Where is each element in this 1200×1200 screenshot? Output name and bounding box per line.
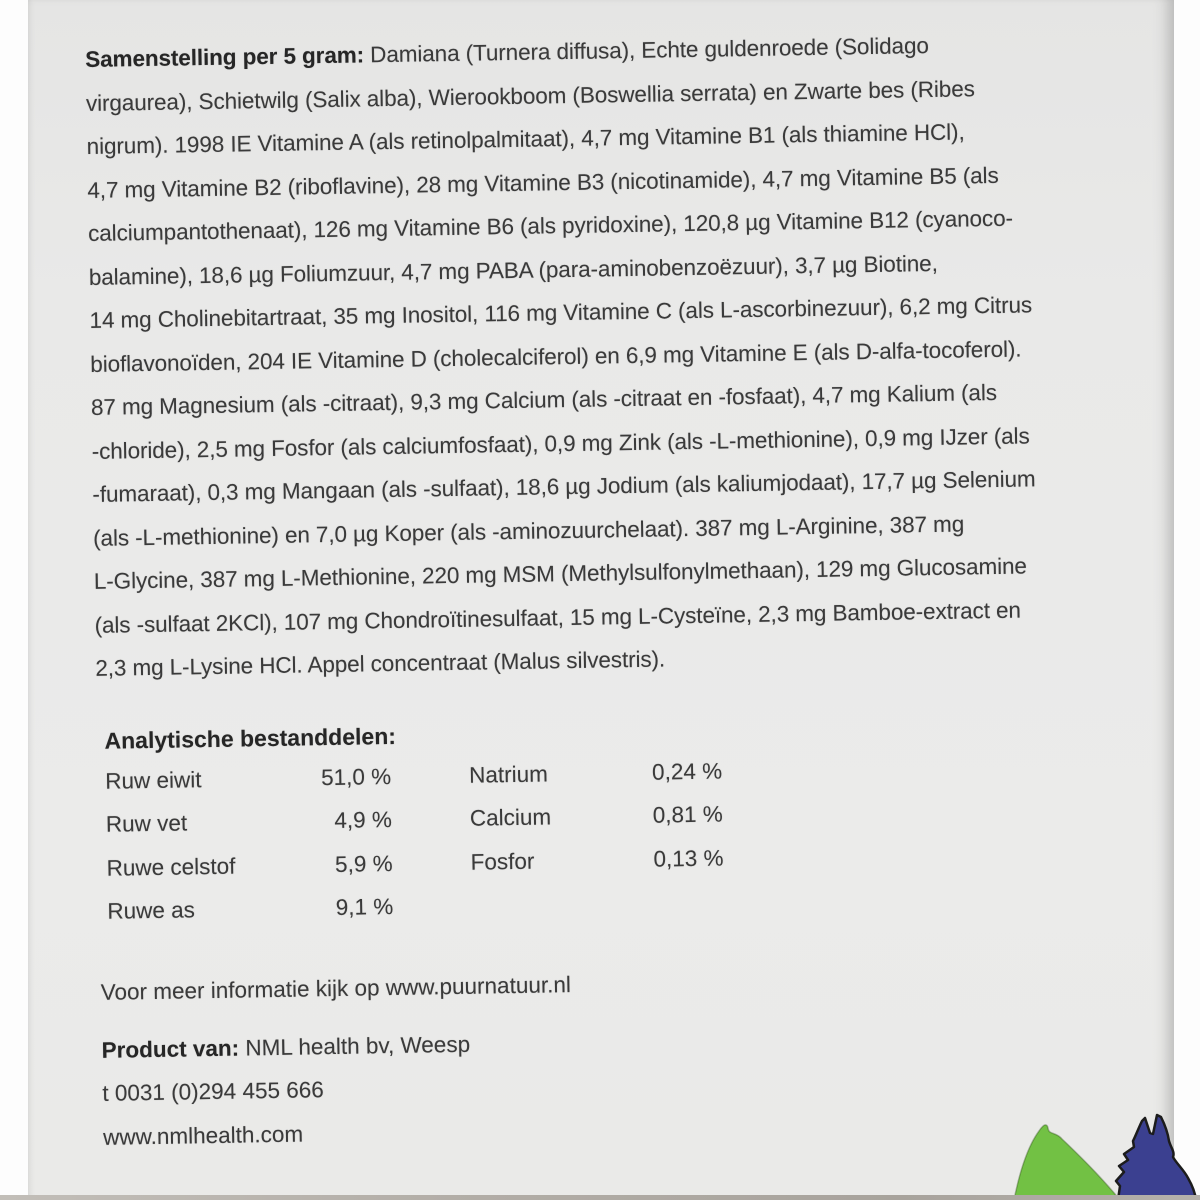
analytical-heading: Analytische bestanddelen: [104, 722, 397, 754]
ingredients-line: (als -sulfaat 2KCl), 107 mg Chondroïtinesulfaat, 15 mg L-Cysteïne, 2,3 mg Bamboe-extract en [94, 597, 1022, 638]
analytical-value: 0,13 % [653, 845, 724, 872]
ingredients-line: balamine), 18,6 µg Foliumzuur, 4,7 mg PABA (para-aminobenzoëzuur), 3,7 µg Biotine, [88, 250, 938, 290]
ingredients-line: calciumpantothenaat), 126 mg Vitamine B6 (als pyridoxine), 120,8 µg Vitamine B12 (cyanoco- [87, 205, 1014, 246]
analytical-label: Ruw eiwit [104, 767, 202, 794]
info-line: Voor meer informatie kijk op www.puurnatuur.nl [100, 972, 572, 1005]
analytical-label: Fosfor [470, 848, 535, 875]
ingredients-line: (als -L-methionine) en 7,0 µg Koper (als -aminozuurchelaat). 387 mg L-Arginine, 387 mg [92, 510, 965, 551]
ingredients-line: 87 mg Magnesium (als -citraat), 9,3 mg Calcium (als -citraat en -fosfaat), 4,7 mg Kalium (als [90, 379, 998, 420]
ingredients-line: L-Glycine, 387 mg L-Methionine, 220 mg MSM (Methylsulfonylmethaan), 129 mg Glucosamine [93, 553, 1028, 594]
analytical-value: 4,9 % [334, 807, 393, 834]
analytical-label: Calcium [469, 804, 552, 832]
ingredients-line: -fumaraat), 0,3 mg Mangaan (als -sulfaat), 18,6 µg Jodium (als kaliumjodaat), 17,7 µg Selenium [92, 466, 1036, 507]
product-line [101, 1030, 470, 1066]
label-content [85, 28, 1177, 1150]
nml-logo [1006, 1108, 1200, 1200]
phone-line: t 0031 (0)294 455 666 [102, 1077, 324, 1106]
ingredients-line: nigrum). 1998 IE Vitamine A (als retinolpalmitaat), 4,7 mg Vitamine B1 (als thiamine HCl), [86, 119, 965, 159]
ingredients-line: bioflavonoïden, 204 IE Vitamine D (cholecalciferol) en 6,9 mg Vitamine E (als D-alfa-tocoferol). [90, 336, 1022, 377]
analytical-value: 0,24 % [651, 758, 723, 785]
ingredients-line: 4,7 mg Vitamine B2 (riboflavine), 28 mg Vitamine B3 (nicotinamide), 4,7 mg Vitamine B5 (als [87, 162, 999, 203]
blue-cat-silhouette-icon [1116, 1115, 1196, 1200]
photo-bottom-edge [0, 1195, 1200, 1200]
ingredients-line: -chloride), 2,5 mg Fosfor (als calciumfosfaat), 0,9 mg Zink (als -L-methionine), 0,9 mg IJzer (als [91, 422, 1030, 464]
ingredients-line: Samenstelling per 5 gram: Damiana (Turnera diffusa), Echte guldenroede (Solidago [85, 33, 930, 72]
ingredients-paragraph [85, 22, 1039, 690]
analytical-value: 51,0 % [320, 764, 392, 791]
analytical-label: Ruwe as [107, 897, 196, 924]
analytical-value: 5,9 % [334, 850, 393, 877]
product-label: Product van: [101, 1035, 240, 1063]
analytical-value: 0,81 % [652, 801, 724, 829]
analytical-label: Ruw vet [105, 810, 188, 838]
analytical-label: Natrium [468, 761, 549, 788]
ingredients-heading: Samenstelling per 5 gram: [85, 42, 365, 72]
analytical-label: Ruwe celstof [106, 853, 236, 881]
analytical-table [105, 747, 868, 933]
green-animal-silhouette-icon [1014, 1125, 1120, 1200]
ingredients-line: 2,3 mg L-Lysine HCl. Appel concentraat (Malus silvestris). [95, 646, 666, 681]
website-line: www.nmlhealth.com [102, 1121, 304, 1150]
label-background [28, 0, 1174, 1200]
product-value: NML health bv, Weesp [238, 1031, 471, 1061]
ingredients-line: virgaurea), Schietwilg (Salix alba), Wierookboom (Boswellia serrata) en Zwarte bes (Ribes [85, 75, 975, 116]
ingredients-line: 14 mg Cholinebitartraat, 35 mg Inositol, 116 mg Vitamine C (als L-ascorbinezuur), 6,2 mg Citrus [89, 292, 1033, 333]
analytical-value: 9,1 % [335, 894, 394, 921]
